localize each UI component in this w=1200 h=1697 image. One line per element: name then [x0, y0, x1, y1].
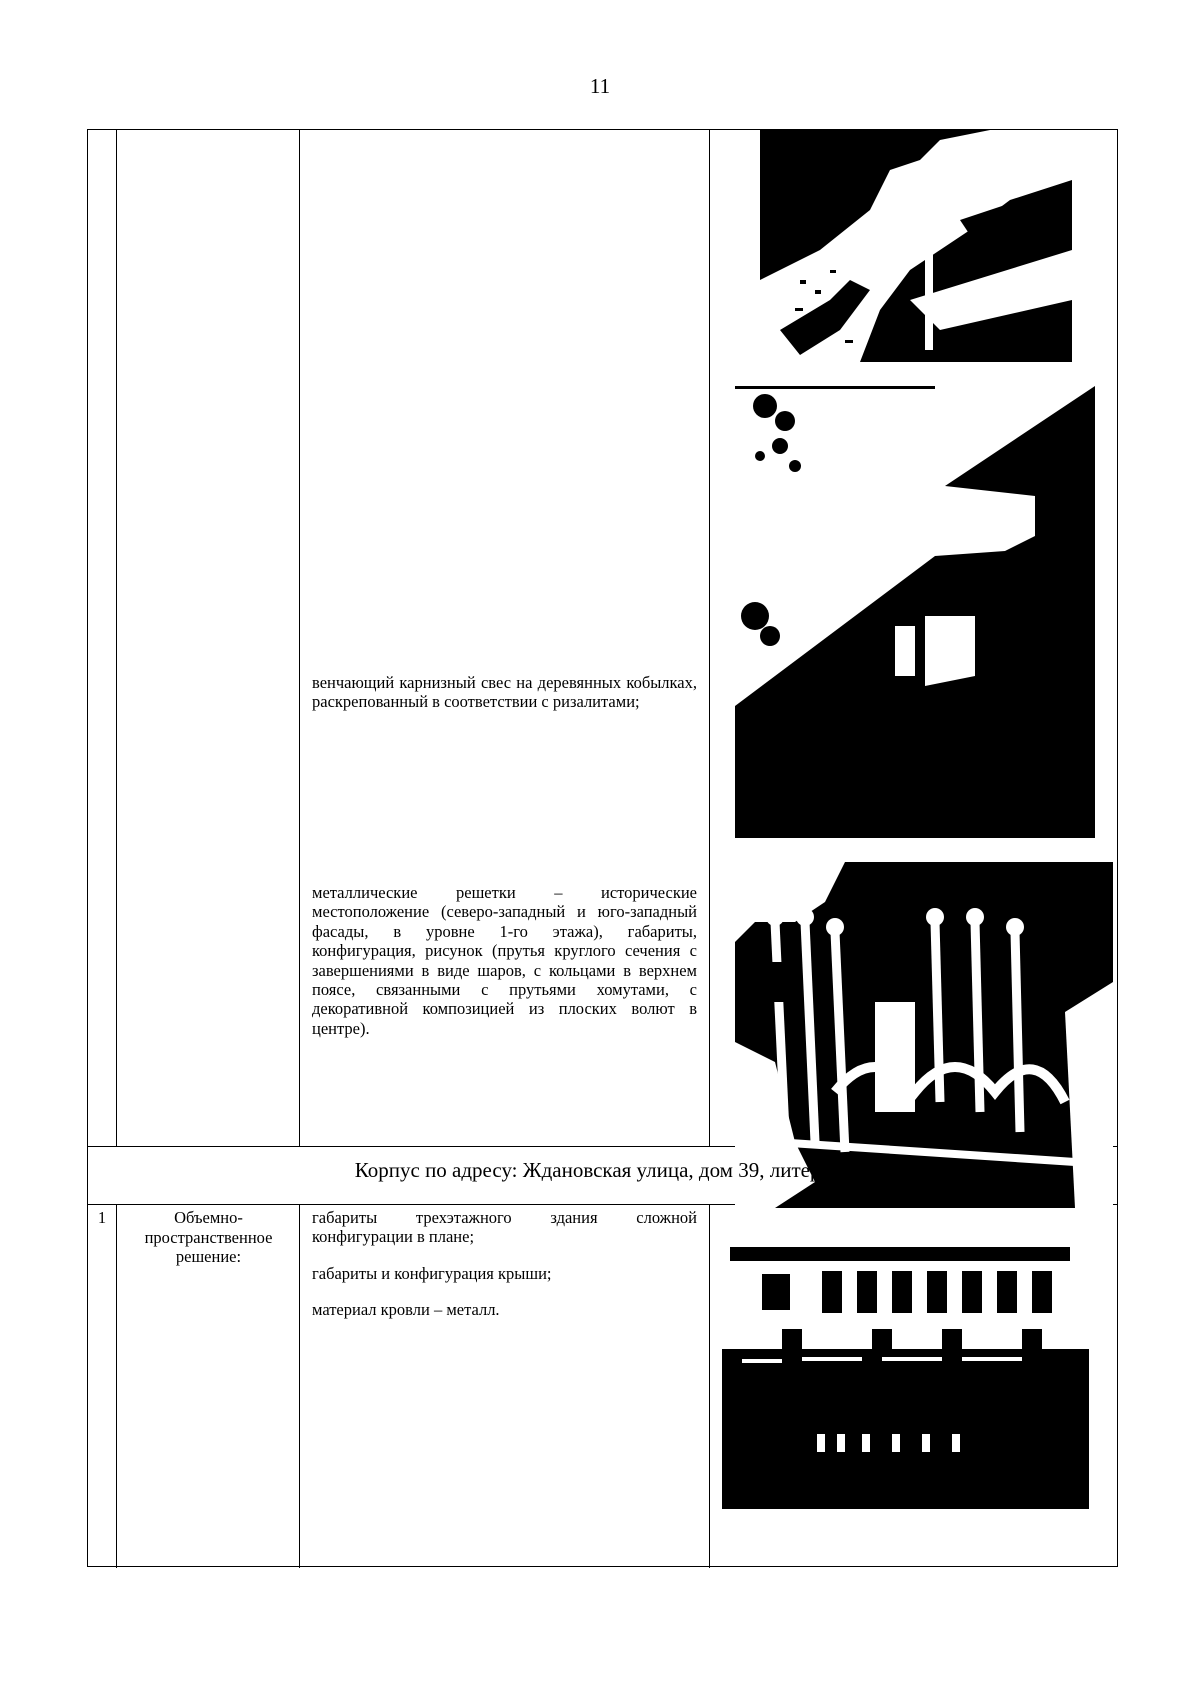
description-item: габариты трехэтажного здания сложной конфигурации в плане; [312, 1208, 697, 1247]
photo-building-facade [722, 1229, 1089, 1509]
photo-metal-grille [735, 862, 1113, 1208]
column-divider [299, 130, 300, 1146]
column-divider [116, 130, 117, 1146]
section-header: Корпус по адресу: Ждановская улица, дом 39, литера А [354, 1158, 851, 1182]
page-number: 11 [589, 74, 611, 98]
description-cornice: венчающий карнизный свес на деревянных кобылках, раскрепованный в соответствии с ризалитами; [312, 673, 697, 712]
column-divider [299, 1204, 300, 1568]
row-label: Объемно-пространственное решение: [144, 1208, 273, 1266]
column-divider [116, 1204, 117, 1568]
description-metal-grilles: металлические решетки – исторические местоположение (северо-западный и юго-западный фасады, в уровне 1-го этажа), габариты, конфигурация, рисунок (прутья круглого сечения с завершениями в виде шаров, с кольцами в верхнем поясе, связанными с прутьями хомутами, с декоративной композицией из плоских волют в центре). [312, 883, 697, 1038]
column-divider [709, 130, 710, 1146]
description-item: материал кровли – металл. [312, 1300, 500, 1320]
photo-cornice-detail [760, 130, 1072, 362]
description-building [312, 1208, 697, 1337]
heritage-table [87, 129, 1118, 1567]
photo-cornice-overhang [735, 386, 1095, 838]
row-number: 1 [97, 1208, 107, 1227]
description-item: габариты и конфигурация крыши; [312, 1263, 552, 1283]
column-divider [709, 1204, 710, 1568]
